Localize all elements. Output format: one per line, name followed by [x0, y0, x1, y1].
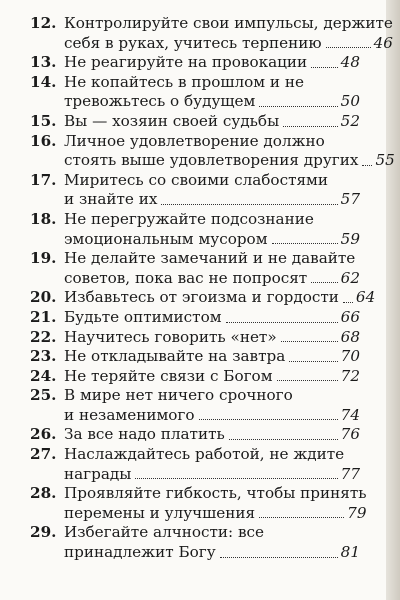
- toc-entry-title: принадлежит Богу: [64, 543, 216, 562]
- toc-entry-title: Не откладывайте на завтра: [64, 347, 286, 366]
- dot-leader: [326, 47, 371, 48]
- toc-entry-body: [64, 445, 360, 484]
- toc-entry-title: Контролируйте свои импульсы, держите: [64, 14, 393, 32]
- dot-leader: [289, 361, 337, 362]
- dot-leader: [161, 204, 337, 205]
- toc-entry-line: [64, 425, 360, 445]
- toc-entry-body: [64, 367, 360, 387]
- toc-entry-title: Миритесь со своими слабостями: [64, 170, 328, 189]
- toc-entry-body: [64, 249, 360, 288]
- dot-leader: [362, 165, 372, 166]
- toc-entry-number: 20.: [30, 288, 57, 307]
- dot-leader: [220, 557, 338, 558]
- toc-page-number: 50: [340, 92, 360, 111]
- toc-entry-number: 26.: [30, 425, 57, 444]
- toc-entry-title: стоять выше удовлетворения других: [64, 151, 359, 170]
- toc-entry-line: [64, 543, 360, 563]
- dot-leader: [135, 478, 337, 479]
- toc-entry: [30, 367, 360, 387]
- toc-entry-line: [64, 230, 360, 250]
- toc-entry-body: [64, 347, 360, 367]
- toc-entry: [30, 73, 360, 112]
- toc-entry-line: [64, 308, 360, 328]
- toc-entry: [30, 328, 360, 348]
- toc-entry-title: Не теряйте связи с Богом: [64, 366, 273, 385]
- dot-leader: [277, 380, 338, 381]
- toc-entry-line: [64, 288, 375, 308]
- toc-page-number: 77: [340, 464, 360, 483]
- toc-page-number: 76: [340, 425, 360, 444]
- dot-leader: [311, 67, 338, 68]
- toc-entry-body: [64, 210, 360, 249]
- toc-entry-line: [64, 171, 360, 191]
- toc-page-number: 55: [375, 151, 395, 170]
- toc-entry-body: [64, 484, 367, 523]
- toc-page-number: 72: [340, 366, 360, 385]
- toc-page-number: 70: [340, 347, 360, 366]
- toc-entry: [30, 347, 360, 367]
- toc-entry-title: советов, пока вас не попросят: [64, 268, 308, 287]
- toc-entry-body: [64, 73, 360, 112]
- toc-entry-line: [64, 386, 360, 406]
- toc-entry-body: [64, 328, 360, 348]
- toc-page-number: 81: [340, 543, 360, 562]
- toc-entry-line: [64, 210, 360, 230]
- toc-entry-number: 17.: [30, 170, 57, 189]
- toc-page-number: 52: [340, 111, 360, 130]
- dot-leader: [272, 243, 338, 244]
- toc-page-number: 79: [347, 503, 367, 522]
- toc-entry: [30, 425, 360, 445]
- toc-entry-line: [64, 465, 360, 485]
- toc-entry-title: и знайте их: [64, 190, 158, 209]
- toc-entry-number: 12.: [30, 14, 57, 32]
- toc-page-number: 48: [340, 53, 360, 72]
- toc-page-number: 57: [340, 190, 360, 209]
- toc-entry-number: 21.: [30, 307, 57, 326]
- toc-entry: [30, 288, 376, 308]
- toc-entry-line: [64, 14, 393, 34]
- toc-entry: [30, 308, 360, 328]
- toc-entry-line: [64, 328, 360, 348]
- toc-entry-line: [64, 34, 393, 54]
- toc-entry-number: 22.: [30, 327, 57, 346]
- toc-entry-line: [64, 151, 395, 171]
- dot-leader: [259, 106, 337, 107]
- toc-entry-title: и незаменимого: [64, 405, 195, 424]
- toc-entry-line: [64, 132, 395, 152]
- toc-entry-number: 23.: [30, 347, 57, 366]
- toc-entry: [30, 53, 360, 73]
- dot-leader: [226, 322, 338, 323]
- toc-entry-number: 15.: [30, 111, 57, 130]
- dot-leader: [199, 419, 338, 420]
- toc-entry: [30, 14, 393, 53]
- toc-entry-title: награды: [64, 464, 132, 483]
- toc-entry: [30, 249, 360, 288]
- toc-entry-body: [64, 308, 360, 328]
- toc-page-number: 46: [373, 33, 393, 52]
- toc-page-number: 66: [340, 307, 360, 326]
- toc-page-number: 59: [340, 229, 360, 248]
- toc-entry-body: [64, 523, 360, 562]
- dot-leader: [259, 517, 344, 518]
- toc-entry-number: 24.: [30, 366, 57, 385]
- toc-entry-title: За все надо платить: [64, 425, 225, 444]
- dot-leader: [229, 439, 338, 440]
- toc-entry: [30, 386, 360, 425]
- toc-entry-title: Не копайтесь в прошлом и не: [64, 72, 304, 91]
- dot-leader: [311, 282, 337, 283]
- toc-entry-line: [64, 347, 360, 367]
- toc-entry-title: Наслаждайтесь работой, не ждите: [64, 445, 345, 464]
- toc-entry-title: Не делайте замечаний и не давайте: [64, 249, 356, 268]
- toc-entry-line: [64, 523, 360, 543]
- toc-entry-number: 27.: [30, 445, 57, 464]
- toc-entry-number: 25.: [30, 386, 57, 405]
- toc-entry-title: В мире нет ничего срочного: [64, 386, 293, 405]
- toc-page-number: 64: [355, 288, 376, 307]
- toc-entry-title: тревожьтесь о будущем: [64, 92, 256, 111]
- toc-entry-title: Вы — хозяин своей судьбы: [64, 111, 280, 130]
- toc-entry: [30, 210, 360, 249]
- toc-entry-number: 19.: [30, 249, 57, 268]
- toc-entry-title: перемены и улучшения: [64, 503, 256, 522]
- toc-entry-line: [64, 112, 360, 132]
- toc-entry-title: Научитесь говорить «нет»: [64, 327, 277, 346]
- toc-entry-line: [64, 92, 360, 112]
- toc-entry-body: [64, 53, 360, 73]
- toc-entry: [30, 171, 360, 210]
- toc-entry: [30, 112, 360, 132]
- toc-entry-title: Личное удовлетворение должно: [64, 131, 325, 150]
- toc-entry-title: себя в руках, учитесь терпению: [64, 33, 322, 52]
- toc-entry-number: 14.: [30, 72, 57, 91]
- toc-entry-title: Не перегружайте подсознание: [64, 209, 314, 228]
- toc-entry-line: [64, 73, 360, 93]
- toc-entry-title: Избегайте алчности: все: [64, 523, 265, 542]
- toc-entry-number: 28.: [30, 484, 57, 503]
- toc-entry-line: [64, 367, 360, 387]
- toc-entry: [30, 131, 395, 171]
- dot-leader: [343, 302, 353, 303]
- toc-entry: [30, 445, 360, 484]
- toc-entry-body: [64, 132, 395, 171]
- toc-page-number: 74: [340, 405, 360, 424]
- toc-entry-title: Избавьтесь от эгоизма и гордости: [64, 288, 339, 307]
- toc-entry-body: [64, 14, 393, 53]
- toc-entry-number: 18.: [30, 209, 57, 228]
- toc-entry-title: Проявляйте гибкость, чтобы принять: [64, 484, 367, 503]
- toc-entry-body: [64, 288, 375, 308]
- dot-leader: [281, 341, 338, 342]
- toc-page-number: 62: [340, 268, 360, 287]
- toc-entry-line: [64, 269, 360, 289]
- toc-entry-body: [64, 171, 360, 210]
- table-of-contents: [30, 14, 395, 563]
- toc-entry-body: [64, 112, 360, 132]
- toc-entry-body: [64, 386, 360, 425]
- toc-entry-title: эмоциональным мусором: [64, 229, 268, 248]
- page-spine-shadow: [386, 0, 400, 600]
- toc-page-number: 68: [340, 327, 360, 346]
- toc-entry-line: [64, 484, 367, 504]
- dot-leader: [283, 126, 338, 127]
- toc-entry-line: [64, 249, 360, 269]
- toc-entry-line: [64, 53, 360, 73]
- toc-entry-line: [64, 445, 360, 465]
- toc-entry: [30, 484, 367, 523]
- toc-entry-body: [64, 425, 360, 445]
- toc-entry-number: 16.: [30, 131, 57, 150]
- toc-entry-number: 13.: [30, 53, 57, 72]
- toc-entry-number: 29.: [30, 523, 57, 542]
- toc-entry-line: [64, 190, 360, 210]
- toc-entry: [30, 523, 360, 562]
- toc-entry-line: [64, 504, 367, 524]
- toc-entry-title: Не реагируйте на провокации: [64, 53, 308, 72]
- toc-entry-title: Будьте оптимистом: [64, 307, 222, 326]
- toc-entry-line: [64, 406, 360, 426]
